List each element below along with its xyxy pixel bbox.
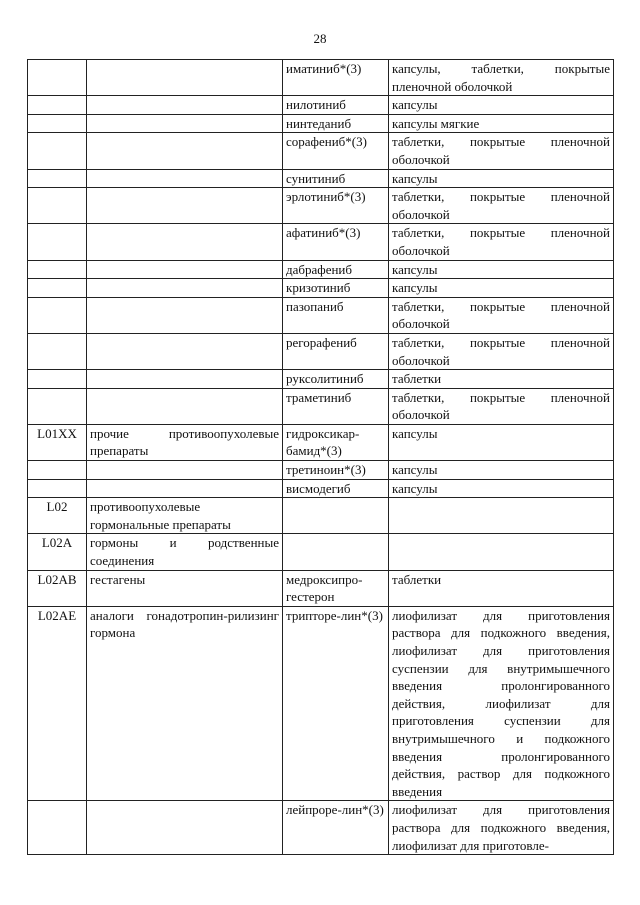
dosage-form-cell: капсулы	[389, 461, 614, 480]
atc-code-cell	[28, 96, 87, 115]
atc-code-cell	[28, 801, 87, 855]
table-row	[28, 801, 614, 855]
group-name-cell	[87, 297, 283, 333]
atc-code-cell	[28, 297, 87, 333]
table-row	[28, 60, 614, 96]
atc-code-cell: L02	[28, 498, 87, 534]
drug-name-cell: эрлотиниб*(3)	[283, 188, 389, 224]
drug-name-cell: траметиниб	[283, 388, 389, 424]
atc-code-cell	[28, 169, 87, 188]
group-name-cell	[87, 60, 283, 96]
table-row	[28, 570, 614, 606]
group-name-cell	[87, 801, 283, 855]
table-row	[28, 188, 614, 224]
dosage-form-cell: капсулы	[389, 479, 614, 498]
dosage-form-cell	[389, 534, 614, 570]
group-name-cell	[87, 461, 283, 480]
drug-name-cell: висмодегиб	[283, 479, 389, 498]
group-name-cell	[87, 114, 283, 133]
drug-name-cell: трипторе-лин*(3)	[283, 606, 389, 801]
drug-name-cell: сорафениб*(3)	[283, 133, 389, 169]
dosage-form-cell: капсулы, таблетки, покрытые пленочной оболочкой	[389, 60, 614, 96]
dosage-form-cell: капсулы	[389, 96, 614, 115]
group-name-cell: гестагены	[87, 570, 283, 606]
table-row	[28, 534, 614, 570]
atc-code-cell	[28, 388, 87, 424]
group-name-cell	[87, 388, 283, 424]
dosage-form-cell: таблетки, покрытые пленочной оболочкой	[389, 388, 614, 424]
table-row	[28, 133, 614, 169]
atc-code-cell	[28, 370, 87, 389]
group-name-cell	[87, 224, 283, 260]
drug-name-cell: нинтеданиб	[283, 114, 389, 133]
table-row	[28, 169, 614, 188]
drug-name-cell: иматиниб*(3)	[283, 60, 389, 96]
dosage-form-cell: таблетки, покрытые пленочной оболочкой	[389, 224, 614, 260]
table-row	[28, 114, 614, 133]
atc-code-cell	[28, 133, 87, 169]
dosage-form-cell: лиофилизат для приготовления раствора для подкожного введения, лиофилизат для приготовле-	[389, 801, 614, 855]
table-row	[28, 498, 614, 534]
drug-name-cell: нилотиниб	[283, 96, 389, 115]
atc-code-cell: L01XX	[28, 424, 87, 460]
page-number: 28	[313, 31, 327, 46]
group-name-cell: гормоны и родственные соединения	[87, 534, 283, 570]
table-row	[28, 224, 614, 260]
group-name-cell	[87, 279, 283, 298]
atc-code-cell	[28, 260, 87, 279]
atc-code-cell	[28, 114, 87, 133]
table-row	[28, 461, 614, 480]
dosage-form-cell: капсулы	[389, 260, 614, 279]
table-row	[28, 479, 614, 498]
dosage-form-cell: таблетки	[389, 570, 614, 606]
drug-name-cell	[283, 498, 389, 534]
dosage-form-cell: лиофилизат для приготовления раствора для подкожного введения, лиофилизат для приготовления суспензии для внутримышечного введения пролонгированного действия, лиофилизат для приготовления суспензии для внутримышечного и подкожного введения пролонгированного действия, раствор для подкожного введения	[389, 606, 614, 801]
table-row	[28, 297, 614, 333]
dosage-form-cell: капсулы	[389, 279, 614, 298]
atc-code-cell	[28, 188, 87, 224]
dosage-form-cell: капсулы	[389, 424, 614, 460]
atc-code-cell: L02AB	[28, 570, 87, 606]
dosage-form-cell: капсулы	[389, 169, 614, 188]
group-name-cell	[87, 133, 283, 169]
table-row	[28, 606, 614, 801]
table-row	[28, 388, 614, 424]
drug-name-cell: руксолитиниб	[283, 370, 389, 389]
drug-table	[27, 59, 614, 855]
group-name-cell	[87, 260, 283, 279]
dosage-form-cell	[389, 498, 614, 534]
group-name-cell	[87, 333, 283, 369]
drug-name-cell: дабрафениб	[283, 260, 389, 279]
drug-name-cell: гидроксикар-бамид*(3)	[283, 424, 389, 460]
dosage-form-cell: таблетки, покрытые пленочной оболочкой	[389, 333, 614, 369]
atc-code-cell	[28, 479, 87, 498]
atc-code-cell	[28, 333, 87, 369]
table-row	[28, 96, 614, 115]
dosage-form-cell: таблетки, покрытые пленочной оболочкой	[389, 188, 614, 224]
group-name-cell	[87, 370, 283, 389]
table-row	[28, 424, 614, 460]
drug-name-cell: кризотиниб	[283, 279, 389, 298]
group-name-cell: аналоги гонадотропин-рилизинг гормона	[87, 606, 283, 801]
atc-code-cell	[28, 461, 87, 480]
drug-name-cell: третиноин*(3)	[283, 461, 389, 480]
group-name-cell	[87, 96, 283, 115]
drug-name-cell: сунитиниб	[283, 169, 389, 188]
dosage-form-cell: капсулы мягкие	[389, 114, 614, 133]
group-name-cell: прочие противоопухолевые препараты	[87, 424, 283, 460]
atc-code-cell	[28, 224, 87, 260]
group-name-cell	[87, 479, 283, 498]
dosage-form-cell: таблетки, покрытые пленочной оболочкой	[389, 133, 614, 169]
group-name-cell	[87, 169, 283, 188]
table-row	[28, 279, 614, 298]
atc-code-cell	[28, 60, 87, 96]
atc-code-cell	[28, 279, 87, 298]
table-row	[28, 333, 614, 369]
drug-name-cell	[283, 534, 389, 570]
group-name-cell	[87, 188, 283, 224]
drug-name-cell: пазопаниб	[283, 297, 389, 333]
drug-name-cell: регорафениб	[283, 333, 389, 369]
atc-code-cell: L02A	[28, 534, 87, 570]
drug-name-cell: лейпроре-лин*(3)	[283, 801, 389, 855]
drug-name-cell: медроксипро-гестерон	[283, 570, 389, 606]
drug-name-cell: афатиниб*(3)	[283, 224, 389, 260]
dosage-form-cell: таблетки	[389, 370, 614, 389]
group-name-cell: противоопухолевые гормональные препараты	[87, 498, 283, 534]
table-row	[28, 260, 614, 279]
atc-code-cell: L02AE	[28, 606, 87, 801]
table-row	[28, 370, 614, 389]
dosage-form-cell: таблетки, покрытые пленочной оболочкой	[389, 297, 614, 333]
